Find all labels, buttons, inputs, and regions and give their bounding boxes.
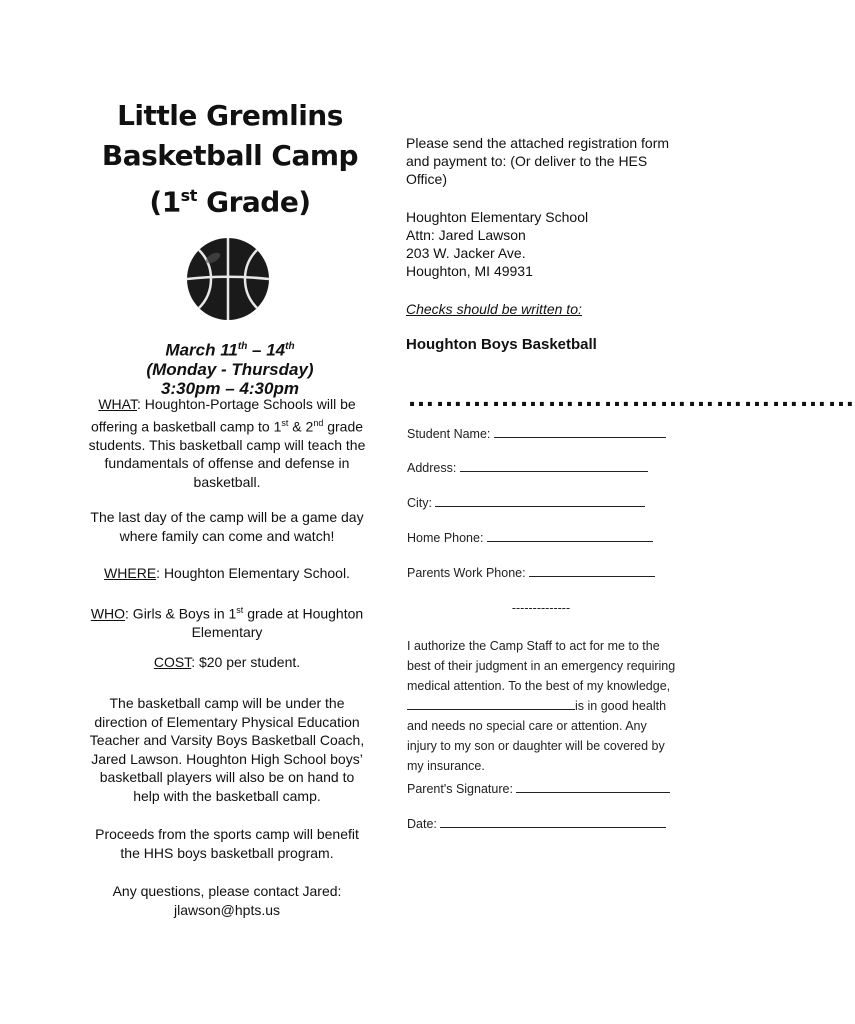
date-range: March 11th – 14th [165, 340, 295, 360]
where-section: WHERE: Houghton Elementary School. [104, 565, 350, 581]
student-name-field[interactable] [407, 424, 687, 444]
who-label: WHO [90, 605, 126, 622]
parent-signature-label: Parent's Signature: [407, 782, 513, 796]
parent-signature-field[interactable] [407, 779, 687, 799]
cut-separator: ………………………………………… [407, 381, 855, 412]
address-line: Houghton Elementary School [406, 209, 589, 225]
work-phone-line[interactable] [529, 563, 655, 577]
time-range: 3:30pm – 4:30pm [161, 378, 299, 398]
city-field[interactable] [407, 493, 687, 513]
city-line[interactable] [435, 493, 645, 507]
what-section: WHAT: Houghton-Portage Schools will be offering a basketball camp to 1st & 2nd grade students. This basketball camp will teach the fundamentals of offense and defense in basketball. [88, 396, 366, 490]
what-label: WHAT [98, 396, 137, 412]
checks-label: Checks should be written to: [406, 301, 582, 317]
date-line[interactable] [440, 814, 666, 828]
address-line: Attn: Jared Lawson [406, 227, 526, 243]
camp-title [60, 96, 400, 222]
who-section: WHO: Girls & Boys in 1st grade at Houghton Elementary [90, 605, 364, 641]
cost-section: COST: $20 per student. [153, 654, 301, 670]
address-line: Houghton, MI 49931 [406, 263, 533, 279]
city-label: City: [407, 496, 432, 510]
date-label: Date: [407, 817, 437, 831]
payee-name: Houghton Boys Basketball [406, 336, 597, 353]
student-name-line[interactable] [494, 424, 666, 438]
home-phone-line[interactable] [487, 528, 653, 542]
proceeds-paragraph: Proceeds from the sports camp will benefit the HHS boys basketball program. [95, 826, 359, 861]
where-label: WHERE [104, 565, 157, 581]
work-phone-field[interactable] [407, 563, 687, 583]
mailing-address [406, 208, 686, 280]
address-label: Address: [407, 461, 457, 475]
home-phone-field[interactable] [407, 528, 687, 548]
home-phone-label: Home Phone: [407, 531, 484, 545]
camp-dates [60, 337, 400, 398]
date-field[interactable] [407, 814, 687, 834]
cost-label: COST [153, 654, 192, 670]
child-name-line[interactable] [407, 696, 575, 710]
questions-section [86, 882, 368, 919]
address-field[interactable] [407, 458, 687, 478]
address-line-input[interactable] [460, 458, 648, 472]
send-instructions: Please send the attached registration form and payment to: (Or deliver to the HES Office) [406, 135, 670, 187]
contact-email[interactable]: jlawson@hpts.us [173, 901, 281, 918]
title-line-1: Little Gremlins [117, 99, 343, 132]
form-divider: -------------- [511, 601, 571, 615]
direction-paragraph: The basketball camp will be under the direction of Elementary Physical Education Teacher and Varsity Boys Basketball Coach, Jared Lawson. Houghton High School boys’ basketball players will also be on hand to help with the basketball camp. [89, 695, 365, 804]
last-day-note: The last day of the camp will be a game day where family can come and watch! [90, 509, 364, 544]
title-line-2: Basketball Camp [101, 139, 359, 172]
student-name-label: Student Name: [407, 427, 491, 441]
work-phone-label: Parents Work Phone: [407, 566, 526, 580]
medical-authorization: I authorize the Camp Staff to act for me to the best of their judgment in an emergency requiring medical attention. To the best of my knowledge, is in good health and needs no special care or attention. Any injury to my son or daughter will be covered by my insurance. [407, 639, 676, 773]
basketball-icon [185, 236, 271, 322]
questions-text: Any questions, please contact Jared: [112, 883, 342, 899]
address-line: 203 W. Jacker Ave. [406, 245, 526, 261]
title-line-3: (1st Grade) [149, 185, 311, 219]
weekday-range: (Monday - Thursday) [146, 359, 314, 379]
parent-signature-line[interactable] [516, 779, 670, 793]
